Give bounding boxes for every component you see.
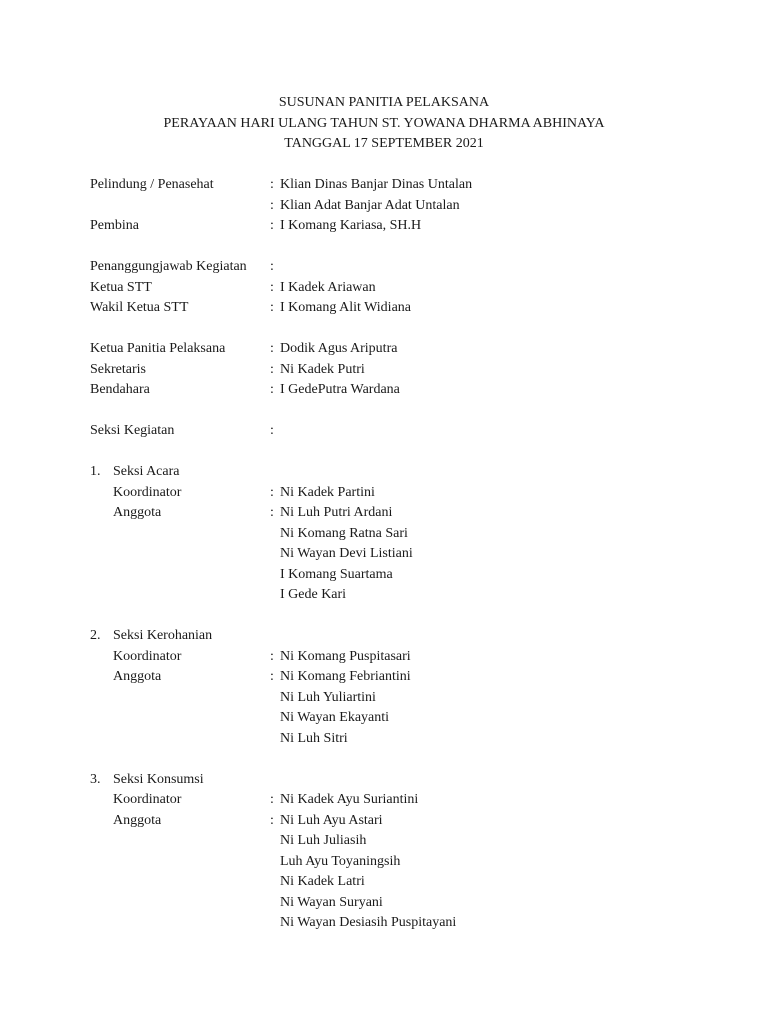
koordinator-label: Koordinator: [113, 648, 182, 664]
anggota-label: Anggota: [113, 812, 162, 828]
colon: :: [270, 279, 274, 295]
spacer: [90, 319, 730, 340]
spacer: [90, 442, 730, 463]
ketua-panitia-value: Dodik Agus Ariputra: [280, 341, 398, 356]
koordinator-row: [90, 483, 730, 504]
spacer: [90, 401, 730, 422]
sekretaris-label: Sekretaris: [90, 361, 146, 377]
colon: :: [270, 382, 274, 397]
koordinator-label: Koordinator: [113, 792, 182, 807]
anggota-row: [90, 893, 730, 914]
pelindung-value: Klian Dinas Banjar Dinas Untalan: [280, 177, 473, 192]
anggota-member: Ni Wayan Devi Listiani: [280, 546, 413, 561]
anggota-row: [90, 852, 730, 873]
colon: :: [270, 361, 274, 377]
section-heading: [90, 770, 730, 791]
anggota-member: Ni Luh Putri Ardani: [280, 505, 393, 520]
pelindung-row: [90, 196, 730, 217]
koordinator-row: [90, 647, 730, 668]
anggota-label: Anggota: [113, 669, 162, 684]
anggota-row: [90, 667, 730, 688]
colon: :: [270, 669, 274, 684]
koordinator-value: Ni Kadek Partini: [280, 484, 375, 500]
bendahara-row: [90, 380, 730, 401]
anggota-row: [90, 585, 730, 606]
sekretaris-value: Ni Kadek Putri: [280, 361, 365, 377]
anggota-member: Ni Luh Ayu Astari: [280, 812, 383, 828]
pelindung-row: [90, 175, 730, 196]
anggota-member: Ni Wayan Suryani: [280, 894, 383, 910]
anggota-member: I Komang Suartama: [280, 566, 393, 582]
seksi-kegiatan-label: Seksi Kegiatan: [90, 423, 175, 438]
section-number: 2.: [90, 628, 101, 643]
colon: :: [270, 792, 274, 807]
title-line-3: TANGGAL 17 SEPTEMBER 2021: [284, 136, 484, 151]
anggota-row: [90, 688, 730, 709]
koordinator-value: Ni Kadek Ayu Suriantini: [280, 792, 419, 807]
anggota-row: [90, 565, 730, 586]
ketua-stt-label: Ketua STT: [90, 279, 152, 295]
section-name: Seksi Kerohanian: [113, 628, 213, 643]
pembina-row: [90, 216, 730, 237]
committee-list: [90, 175, 730, 934]
pelindung-label: Pelindung / Penasehat: [90, 177, 214, 192]
ketua-panitia-label: Ketua Panitia Pelaksana: [90, 341, 226, 356]
colon: :: [270, 300, 274, 315]
wakil-ketua-stt-value: I Komang Alit Widiana: [280, 300, 411, 315]
section-name: Seksi Konsumsi: [113, 771, 204, 787]
anggota-label: Anggota: [113, 505, 162, 520]
wakil-ketua-stt-row: [90, 298, 730, 319]
ketua-panitia-row: [90, 339, 730, 360]
seksi-kegiatan-row: [90, 421, 730, 442]
bendahara-value: I GedePutra Wardana: [280, 382, 400, 397]
anggota-row: [90, 913, 730, 934]
anggota-row: [90, 729, 730, 750]
koordinator-value: Ni Komang Puspitasari: [280, 648, 411, 664]
pembina-value: I Komang Kariasa, SH.H: [280, 218, 422, 233]
anggota-row: [90, 503, 730, 524]
anggota-member: Ni Wayan Ekayanti: [280, 710, 390, 725]
colon: :: [270, 648, 274, 664]
anggota-row: [90, 831, 730, 852]
anggota-row: [90, 708, 730, 729]
koordinator-row: [90, 790, 730, 811]
anggota-member: Ni Wayan Desiasih Puspitayani: [280, 915, 457, 930]
spacer: [90, 749, 730, 770]
colon: :: [270, 197, 274, 213]
anggota-member: Ni Luh Yuliartini: [280, 689, 376, 705]
anggota-row: [90, 811, 730, 832]
anggota-member: Ni Komang Febriantini: [280, 669, 411, 684]
bendahara-label: Bendahara: [90, 382, 150, 397]
section-heading: [90, 626, 730, 647]
pembina-label: Pembina: [90, 218, 139, 233]
spacer: [90, 237, 730, 258]
anggota-member: Ni Luh Juliasih: [280, 833, 367, 848]
colon: :: [270, 484, 274, 500]
anggota-row: [90, 544, 730, 565]
anggota-row: [90, 872, 730, 893]
colon: :: [270, 218, 274, 233]
ketua-stt-value: I Kadek Ariawan: [280, 279, 376, 295]
penanggungjawab-label: Penanggungjawab Kegiatan: [90, 259, 247, 274]
anggota-member: Ni Luh Sitri: [280, 730, 348, 746]
anggota-row: [90, 524, 730, 545]
ketua-stt-row: [90, 278, 730, 299]
section-number: 3.: [90, 771, 101, 787]
section-heading: [90, 462, 730, 483]
title-line-2: PERAYAAN HARI ULANG TAHUN ST. YOWANA DHARMA ABHINAYA: [163, 115, 605, 131]
colon: :: [270, 341, 274, 356]
colon: :: [270, 505, 274, 520]
anggota-member: Ni Komang Ratna Sari: [280, 525, 408, 541]
section-number: 1.: [90, 464, 101, 479]
colon: :: [270, 259, 274, 274]
koordinator-label: Koordinator: [113, 484, 182, 500]
sekretaris-row: [90, 360, 730, 381]
section-name: Seksi Acara: [113, 464, 180, 479]
colon: :: [270, 423, 274, 438]
title-line-1: SUSUNAN PANITIA PELAKSANA: [278, 95, 490, 110]
penanggungjawab-row: [90, 257, 730, 278]
anggota-member: Luh Ayu Toyaningsih: [280, 853, 401, 869]
colon: :: [270, 812, 274, 828]
document-title: [0, 93, 768, 155]
spacer: [90, 606, 730, 627]
colon: :: [270, 177, 274, 192]
wakil-ketua-stt-label: Wakil Ketua STT: [90, 300, 189, 315]
pelindung-value: Klian Adat Banjar Adat Untalan: [280, 197, 460, 213]
anggota-member: I Gede Kari: [280, 587, 347, 602]
anggota-member: Ni Kadek Latri: [280, 874, 365, 889]
